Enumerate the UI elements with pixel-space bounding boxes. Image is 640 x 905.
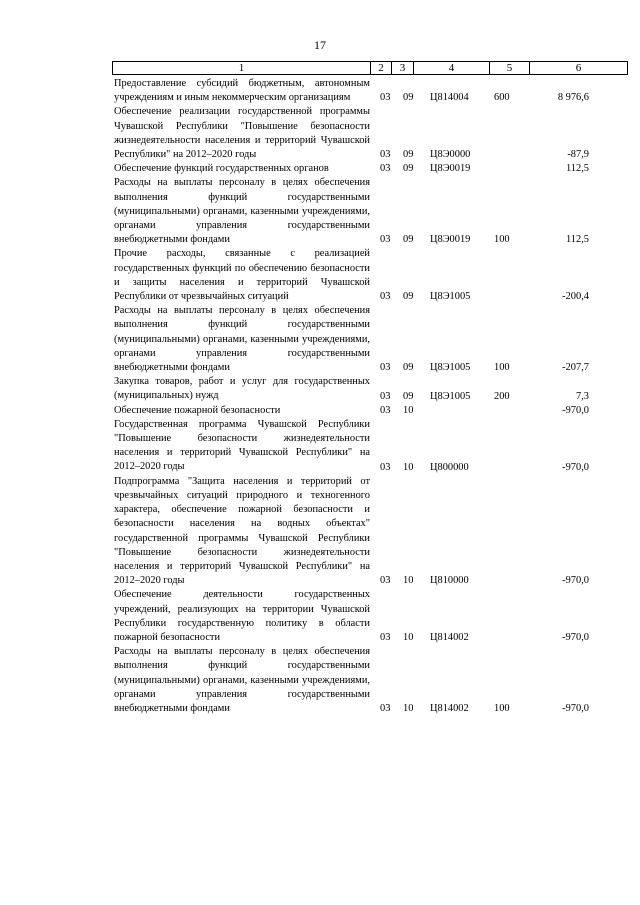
section-code: 03 <box>380 163 391 175</box>
amount: -970,0 <box>562 703 589 715</box>
section-code: 03 <box>380 149 391 161</box>
table-row <box>0 404 640 418</box>
subsection-code: 09 <box>403 362 414 374</box>
target-article-code: Ц814002 <box>430 632 469 644</box>
amount: -970,0 <box>562 461 589 473</box>
row-description: Обеспечение реализации государственной программы Чувашской Республики "Повышение безопасности жизнедеятельности населения и территорий Чувашской Республики" на 2012–2020 годы <box>114 106 370 161</box>
table-row <box>0 475 640 589</box>
table-header <box>112 61 628 75</box>
expense-type-code: 200 <box>494 390 510 402</box>
table-row <box>0 418 640 475</box>
target-article-code: Ц810000 <box>430 575 469 587</box>
amount: -87,9 <box>567 149 589 161</box>
target-article-code: Ц8Э0019 <box>430 234 471 246</box>
table-body <box>0 77 640 716</box>
header-col-1: 1 <box>238 62 245 74</box>
subsection-code: 09 <box>403 234 414 246</box>
row-description: Обеспечение пожарной безопасности <box>114 404 281 416</box>
header-col-5: 5 <box>489 62 529 74</box>
expense-type-code: 100 <box>494 234 510 246</box>
subsection-code: 10 <box>403 632 414 644</box>
target-article-code: Ц8Э0019 <box>430 163 471 175</box>
amount: -207,7 <box>562 362 589 374</box>
row-description: Расходы на выплаты персоналу в целях обеспечения выполнения функций государственными (муниципальными) органами, казенными учреждениями, органами управления государственными внебюджетными фондами <box>114 177 370 246</box>
target-article-code: Ц8Э0000 <box>430 149 471 161</box>
row-description: Расходы на выплаты персоналу в целях обеспечения выполнения функций государственными (муниципальными) органами, казенными учреждениями, органами управления государственными внебюджетными фондами <box>114 305 370 374</box>
target-article-code: Ц8Э1005 <box>430 362 471 374</box>
row-description: Государственная программа Чувашской Республики "Повышение безопасности жизнедеятельности населения и территорий Чувашской Республики" на 2012–2020 годы <box>114 418 370 473</box>
expense-type-code: 100 <box>494 703 510 715</box>
target-article-code: Ц814002 <box>430 703 469 715</box>
subsection-code: 09 <box>403 291 414 303</box>
row-description: Обеспечение функций государственных органов <box>114 163 329 175</box>
row-description: Закупка товаров, работ и услуг для государственных (муниципальных) нужд <box>114 376 370 402</box>
section-code: 03 <box>380 234 391 246</box>
amount: 112,5 <box>566 163 589 175</box>
subsection-code: 09 <box>403 163 414 175</box>
amount: 8 976,6 <box>557 92 589 104</box>
section-code: 03 <box>380 703 391 715</box>
target-article-code: Ц8Э1005 <box>430 390 471 402</box>
expense-type-code: 600 <box>494 92 510 104</box>
row-description: Обеспечение деятельности государственных учреждений, реализующих на территории Чувашской Республики государственную политику в области пожарной безопасности <box>114 589 370 643</box>
section-code: 03 <box>380 461 391 473</box>
row-description: Предоставление субсидий бюджетным, автономным учреждениям и иным некоммерческим организациям <box>114 78 370 104</box>
section-code: 03 <box>380 291 391 303</box>
table-row <box>0 162 640 176</box>
section-code: 03 <box>380 404 391 416</box>
subsection-code: 10 <box>403 461 414 473</box>
section-code: 03 <box>380 362 391 374</box>
section-code: 03 <box>380 92 391 104</box>
subsection-code: 10 <box>403 575 414 587</box>
header-col-6: 6 <box>529 62 627 74</box>
subsection-code: 09 <box>403 92 414 104</box>
table-row <box>0 588 640 645</box>
amount: -970,0 <box>562 632 589 644</box>
amount: -970,0 <box>562 575 589 587</box>
target-article-code: Ц8Э1005 <box>430 291 471 303</box>
table-row <box>0 77 640 105</box>
page-number: 17 <box>314 38 326 52</box>
header-col-3: 3 <box>391 62 413 74</box>
subsection-code: 10 <box>403 404 414 416</box>
table-row <box>0 176 640 247</box>
target-article-code: Ц814004 <box>430 92 469 104</box>
table-row <box>0 645 640 716</box>
target-article-code: Ц800000 <box>430 461 469 473</box>
amount: -970,0 <box>562 404 589 416</box>
subsection-code: 09 <box>403 390 414 402</box>
row-description: Подпрограмма "Защита населения и территорий от чрезвычайных ситуаций природного и техногенного характера, обеспечение пожарной безопасности и безопасности населения на водных объектах" государственной программы Чувашской Республики "Повышение безопасности жизнедеятельности населения и территорий Чувашской Республики" на 2012–2020 годы <box>114 475 370 587</box>
section-code: 03 <box>380 390 391 402</box>
table-row <box>0 105 640 162</box>
amount: 7,3 <box>576 390 589 402</box>
amount: 112,5 <box>566 234 589 246</box>
table-row <box>0 304 640 375</box>
subsection-code: 10 <box>403 703 414 715</box>
table-row <box>0 375 640 403</box>
header-col-2: 2 <box>370 62 391 74</box>
section-code: 03 <box>380 575 391 587</box>
amount: -200,4 <box>562 291 589 303</box>
table-row <box>0 247 640 304</box>
section-code: 03 <box>380 632 391 644</box>
header-col-4: 4 <box>413 62 489 74</box>
expense-type-code: 100 <box>494 362 510 374</box>
subsection-code: 09 <box>403 149 414 161</box>
row-description: Расходы на выплаты персоналу в целях обеспечения выполнения функций государственными (муниципальными) органами, казенными учреждениями, органами управления государственными внебюджетными фондами <box>114 646 370 714</box>
row-description: Прочие расходы, связанные с реализацией государственных функций по обеспечению безопасности и защиты населения и территорий Чувашской Республики от чрезвычайных ситуаций <box>114 248 370 303</box>
